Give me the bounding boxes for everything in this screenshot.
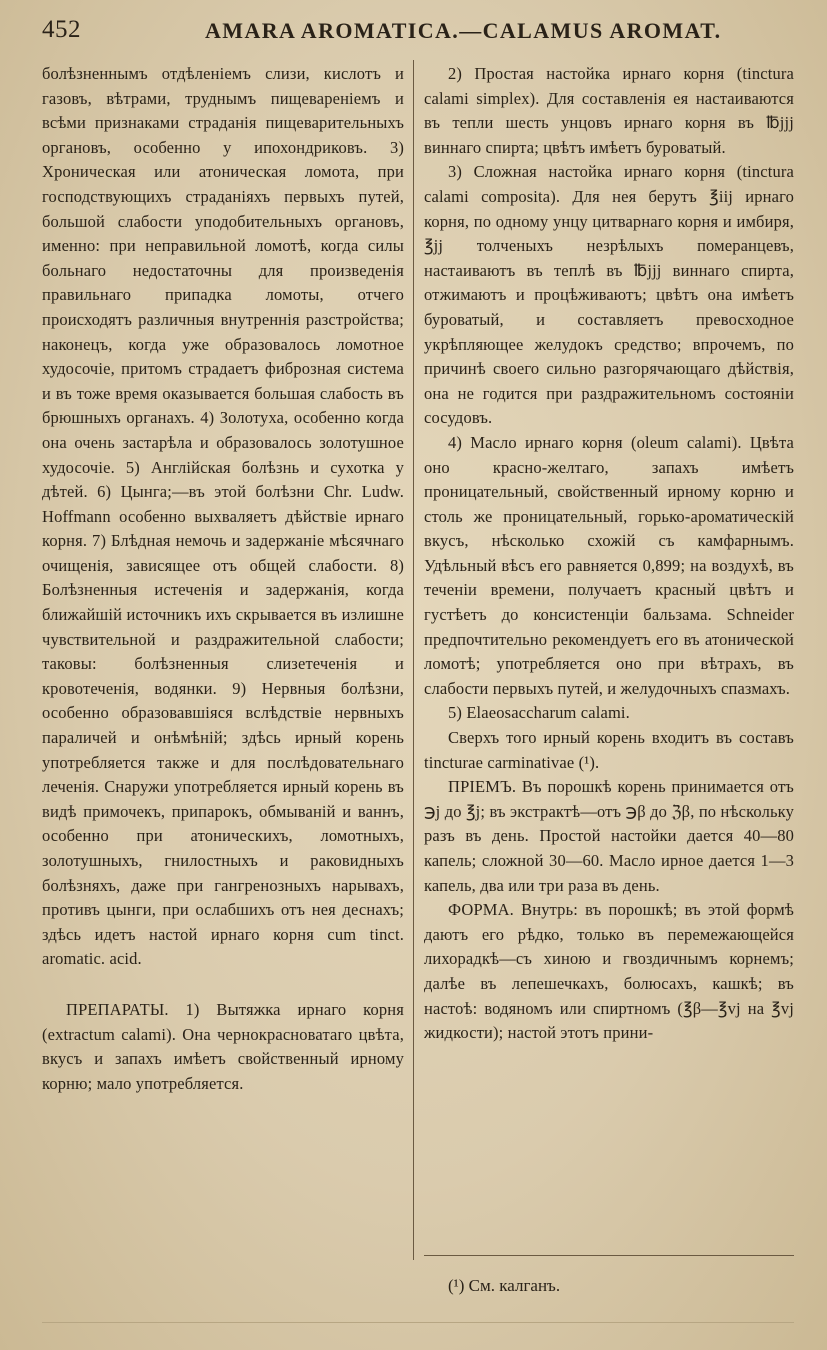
column-divider: [413, 60, 414, 1260]
paragraph: ПРІЕМЪ. Въ порошкѣ корень принимается отъ ℈j до ℥j; въ экстрактѣ—отъ ℈β до ℨβ, по нѣскольку разъ въ день. Простой настойки дается 40—80 капель; сложной 30—60. Масло ирное дается 1—3 капель, два или три раза въ день.: [424, 777, 794, 895]
footnote-rule: [424, 1255, 794, 1256]
paragraph: 3) Сложная настойка ирнаго корня (tinctura calami composita). Для нея берутъ ℥iij ирнаго корня, по одному унцу цитварнаго корня и имбиря, ℥jj толченыхъ незрѣлыхъ померанцевъ, настаиваютъ въ теплѣ въ ℔jjj виннаго спирта, отжимаютъ и процѣживаютъ; цвѣтъ она имѣетъ буроватый, и составляетъ превосходное укрѣпляющее желудокъ средство; впрочемъ, по причинѣ своего сильно разгорячающаго дѣйствія, она не годится при раздражительномъ состояніи сосудовъ.: [424, 162, 794, 428]
footnote: (¹) См. калганъ.: [448, 1276, 561, 1295]
paragraph: ФОРМА. Внутрь: въ порошкѣ; въ этой формѣ даютъ его рѣдко, только въ перемежающейся лихорадкѣ—съ хиною и гвоздичнымъ корнемъ; далѣе въ лепешечкахъ, болюсахъ, кашкѣ; въ настоѣ: водяномъ или спиртномъ (℥β—℥vj на ℥vj жидкости); настой этотъ прини-: [424, 900, 794, 1043]
paragraph: Сверхъ того ирный корень входитъ въ составъ tincturae carminativae (¹).: [424, 728, 794, 772]
paragraph: 5) Elaeosaccharum calami.: [448, 703, 630, 723]
paragraph: ПРЕПАРАТЫ. 1) Вытяжка ирнаго корня (extractum calami). Она чернокрасноватаго цвѣта, вкусъ и запахъ имѣетъ свойственный ирному корню; мало употребляется.: [42, 999, 404, 1093]
paragraph: болѣзненнымъ отдѣленіемъ слизи, кислотъ и газовъ, вѣтрами, труднымъ пищевареніемъ и всѣми признаками страданія пищеварительныхъ органовъ, особенно у ипохондриковъ. 3) Хроническая или атоническая ломота, при господствующихъ страданіяхъ первыхъ путей, большой слабости уподобительныхъ органовъ, именно: при неправильной ломотѣ, когда силы больнаго недостаточны для произведенія правильнаго припадка ломоты, отчего происходятъ различныя внутреннія разстройства; наконецъ, когда уже образовалось ломотное худосочіе, притомъ страдаетъ фиброзная система и въ тоже время оказывается большая слабость въ брюшныхъ органахъ. 4) Золотуха, особенно когда она очень застарѣла и образовалось золотушное худосочіе. 5) Англійская болѣзнь и сухотка у дѣтей. 6) Цынга;—въ этой болѣзни Chr. Ludw. Hoffmann особенно выхваляетъ дѣйствіе ирнаго корня. 7) Блѣдная немочь и задержаніе мѣсячнаго очищенія, зависящее отъ общей слабости. 8) Болѣзненныя истеченія и задержанія, когда ближайшій источникъ ихъ скрывается въ излишне чувствительной и раздражительной слабости; таковы: болѣзненныя слизетеченія и кровотеченія, водянки. 9) Нервныя болѣзни, особенно образовавшіяся вслѣдствіе нервныхъ параличей и онѣмѣній; здѣсь ирный корень употребляется также и для послѣдовательнаго леченія. Снаружи употребляется ирный корень въ видѣ примочекъ, припарокъ, обмыванiй и ваннъ, особенно при атоническихъ, ломотныхъ, золотушныхъ, гнилостныхъ и раковидныхъ болѣзняхъ, даже при гангренозныхъ нарывахъ, противъ цынги, при ослабшихъ отъ нея деснахъ; здѣсь идетъ настой ирнаго корня cum tinct. aromatic. acid.: [42, 64, 404, 969]
page-number: 452: [42, 16, 81, 43]
bottom-rule: [42, 1322, 794, 1323]
page-header: [0, 10, 827, 50]
left-column: [42, 62, 404, 1096]
running-title: AMARA AROMATICA.—CALAMUS AROMAT.: [205, 18, 722, 43]
paragraph: 4) Масло ирнаго корня (oleum calami). Цвѣта оно красно-желтаго, запахъ имѣетъ проницательный, свойственный ирному корню и столь же проницательный, горько-ароматическій вкусъ, нѣсколько схожій съ камфарнымъ. Удѣльный вѣсъ его равняется 0,899; на воздухѣ, въ теченіи времени, получаетъ красный цвѣтъ и густѣетъ до консистенціи бальзама. Schneider предпочтительно рекомендуетъ его въ атонической ломотѣ; употребляется оно при вѣтрахъ, въ слабости первыхъ путей, и желудочныхъ спазмахъ.: [424, 432, 794, 698]
right-column: [424, 62, 794, 1046]
paragraph: 2) Простая настойка ирнаго корня (tinctura calami simplex). Для составленія ея настаиваются въ тепли шесть унцовъ ирнаго корня въ ℔jjj виннаго спирта; цвѣтъ имѣетъ буроватый.: [424, 64, 794, 157]
